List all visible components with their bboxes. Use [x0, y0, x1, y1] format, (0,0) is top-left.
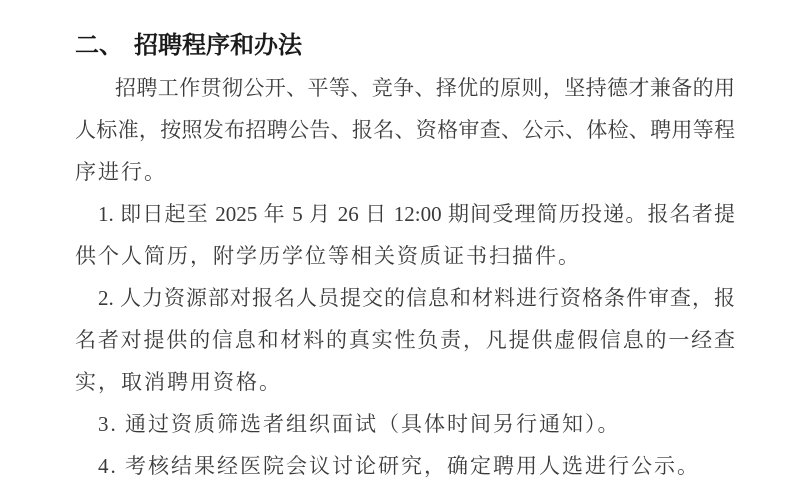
section-heading-number: 二、	[75, 32, 123, 59]
intro-paragraph-line: 招聘工作贯彻公开、平等、竞争、择优的原则，坚持德才兼备的用	[115, 76, 735, 100]
section-heading	[75, 25, 735, 67]
item-1-line: 1. 即日起至 2025 年 5 月 26 日 12:00 期间受理简历投递。报名者提	[98, 202, 735, 226]
document-body	[75, 67, 735, 487]
item-1-line: 供个人简历，附学历学位等相关资质证书扫描件。	[75, 244, 581, 268]
item-2-line: 名者对提供的信息和材料的真实性负责，凡提供虚假信息的一经查	[75, 328, 735, 352]
document-content	[75, 25, 735, 487]
section-heading-title: 招聘程序和办法	[134, 32, 302, 59]
item-3-line: 3. 通过资质筛选者组织面试（具体时间另行通知）。	[98, 412, 621, 436]
item-4-line: 4. 考核结果经医院会议讨论研究，确定聘用人选进行公示。	[98, 454, 700, 478]
intro-paragraph-line: 序进行。	[75, 160, 167, 184]
item-2-line: 2. 人力资源部对报名人员提交的信息和材料进行资格条件审查，报	[98, 286, 735, 310]
intro-paragraph-line: 人标准，按照发布招聘公告、报名、资格审查、公示、体检、聘用等程	[75, 118, 735, 142]
item-2-line: 实，取消聘用资格。	[75, 370, 282, 394]
